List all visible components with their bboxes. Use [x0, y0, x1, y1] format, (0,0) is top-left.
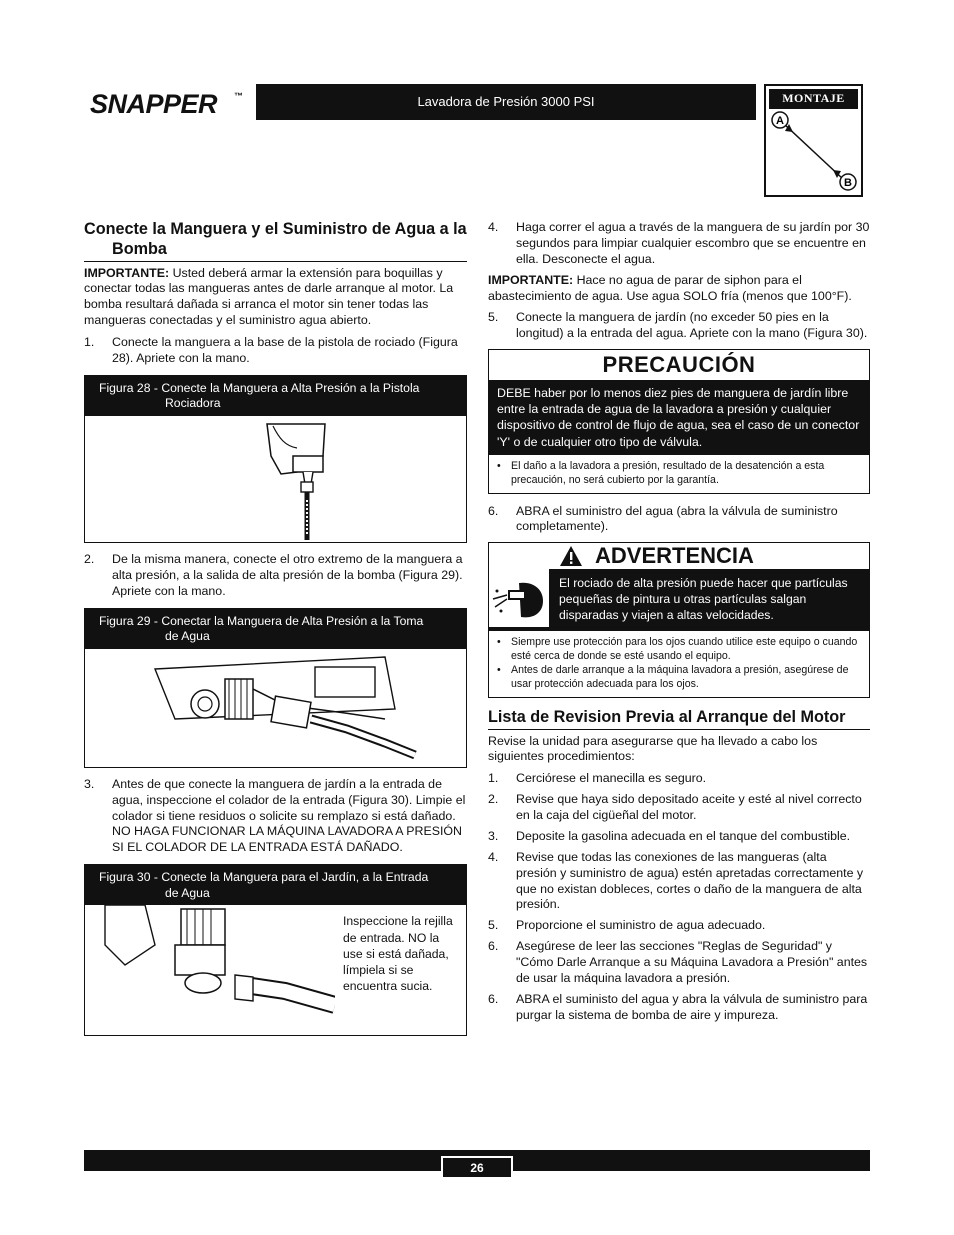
eye-protection-icon: [489, 569, 551, 627]
caption-line-2: Rociadora: [165, 396, 221, 411]
step-text: Revise que todas las conexiones de las mangueras (alta presión y suministro de agua) estén apretadas correctamente y que no existan dobleces, cortes o daño de la manguera de alta presión.: [516, 849, 864, 912]
checklist: [488, 771, 870, 1023]
bullet-icon: •: [497, 663, 501, 676]
caution-body: DEBE haber por lo menos diez pies de manguera de jardín libre entre la entrada de agua de la lavadora a presión y cualquier dispositivo de control de flujo de agua, sea el caso de un conector 'Y' o de cualquier otro tipo de válvula.: [489, 380, 869, 455]
list-item: [488, 850, 870, 914]
list-item: [488, 992, 870, 1024]
header-title-bar: [256, 84, 756, 120]
list-item: [488, 829, 870, 845]
step-text: Haga correr el agua a través de la manguera de su jardín por 30 segundos para limpiar cualquier escombro que se encuentre en ella. Desconecte el agua.: [516, 220, 870, 266]
figure-30: [84, 864, 467, 1036]
caption-line-1: Figura 29 - Conectar la Manguera de Alta Presión a la Toma: [99, 613, 424, 628]
step-text: Conecte la manguera de jardín (no exceder 50 pies en la longitud) a la entrada del agua. Apriete con la mano (Figura 30).: [516, 310, 868, 341]
page-number: 26: [441, 1156, 513, 1177]
label-b: B: [844, 177, 852, 189]
caution-box: [488, 349, 870, 493]
caution-title: PRECAUCIÓN: [602, 352, 756, 378]
step-text: ABRA el suministro del agua (abra la válvula de suministro completamente).: [516, 503, 838, 534]
important-text: Usted deberá armar la extensión para boquillas y conectar todas las mangueras antes de darle arranque al motor. La bomba resultará dañada si arranca el motor sin tener todas las mangueras conectadas y el suministro agua abierto.: [84, 265, 454, 328]
important-note-left: [84, 266, 467, 330]
warning-bullets: [489, 631, 869, 697]
figure-caption: [85, 865, 466, 905]
list-item: [488, 792, 870, 824]
figure-29: [84, 608, 467, 768]
step-6: [488, 504, 870, 536]
section-title-hose: Conecte la Manguera y el Suministro de Agua a la Bomba: [84, 220, 467, 262]
right-column: [488, 220, 870, 1029]
step-text: Conecte la manguera a la base de la pistola de rociado (Figura 28). Apriete con la mano.: [112, 335, 458, 365]
step-number: 2.: [488, 792, 499, 807]
checklist-intro: Revise la unidad para asegurarse que ha llevado a cabo los siguientes procedimientos:: [488, 733, 818, 764]
caption-line-2: de Agua: [165, 629, 210, 644]
brand-text: SNAPPER: [90, 89, 218, 118]
important-label: IMPORTANTE:: [84, 265, 170, 280]
a-to-b-icon: [769, 111, 860, 193]
step-5: [488, 310, 870, 342]
garden-hose-inlet-illustration: [85, 905, 466, 1035]
warning-body: El rociado de alta presión puede hacer que partículas pequeñas de pintura u otras partículas salgan disparadas y viajen a altas velocidades.: [559, 576, 848, 623]
warning-header: [489, 543, 869, 569]
inlet-screen-note: Inspeccione la rejilla de entrada. NO la use si está dañada, límpiela si se encuentra sucia.: [343, 914, 453, 993]
step-text: De la misma manera, conecte el otro extremo de la manguera a alta presión, a la salida de alta presión de la bomba (Figura 29). Apriete con la mano.: [112, 552, 463, 598]
warning-title: ADVERTENCIA: [595, 543, 754, 569]
list-item: [497, 664, 863, 692]
figure-caption: [85, 609, 466, 649]
step-number: 3.: [84, 776, 95, 791]
step-text: Deposite la gasolina adecuada en el tanque del combustible.: [516, 828, 851, 843]
step-1: [84, 335, 467, 367]
step-number: 5.: [488, 310, 499, 325]
step-number: 2.: [84, 552, 95, 566]
bullet-icon: •: [497, 459, 501, 472]
caption-line-2: de Agua: [165, 885, 210, 900]
step-text: ABRA el suministo del agua y abra la válvula de suministro para purgar la sistema de bomba de aire y impureza.: [516, 991, 868, 1022]
list-item: [488, 918, 870, 934]
step-text: Antes de que conecte la manguera de jardín a la entrada de agua, inspeccione el colador de la entrada (Figura 30). Limpie el colador si tiene residuos o solicite su remplazo si está dañado. NO HAGA FUNCIONAR LA MÁQUINA LAVADORA A PRESIÓN SI EL COLADOR DE LA ENTRADA ESTÁ DAÑADO.: [112, 776, 466, 855]
left-column: [84, 220, 467, 1045]
step-number: 1.: [488, 771, 499, 786]
step-number: 6.: [488, 939, 499, 954]
step-number: 4.: [488, 220, 499, 234]
step-text: Cerciórese el manecilla es seguro.: [516, 771, 707, 786]
warning-box: [488, 542, 870, 697]
spray-gun-illustration: [85, 416, 466, 542]
snapper-logo: [88, 88, 250, 118]
warning-triangle-icon: [559, 545, 583, 567]
montaje-title: MONTAJE: [769, 89, 858, 109]
pump-outlet-illustration: [85, 649, 466, 767]
step-number: 3.: [488, 828, 499, 843]
step-text: Asegúrese de leer las secciones "Reglas de Seguridad" y "Cómo Darle Arranque a su Máquina Lavadora a Presión" antes de usar la máquina lavadora a presión.: [516, 939, 868, 985]
step-number: 6.: [488, 991, 499, 1006]
figure-caption: [85, 376, 466, 416]
caption-line-1: Figura 28 - Conecte la Manguera a Alta Presión a la Pistola: [99, 380, 420, 395]
list-item: [497, 636, 863, 664]
step-text: Proporcione el suministro de agua adecuado.: [516, 918, 766, 933]
step-number: 4.: [488, 849, 499, 864]
caution-bullets: [489, 455, 869, 493]
bullet-text: El daño a la lavadora a presión, resultado de la desatención a esta precaución, no será cubierto por la garantía.: [511, 459, 825, 486]
montaje-badge: [764, 84, 863, 197]
bullet-icon: •: [497, 635, 501, 648]
section-title-checklist: Lista de Revision Previa al Arranque del Motor: [488, 708, 870, 730]
important-note-right: [488, 273, 870, 305]
figure-28: [84, 375, 467, 543]
list-item: [488, 939, 870, 987]
list-item: [488, 771, 870, 787]
important-label: IMPORTANTE:: [488, 272, 574, 287]
warning-body-row: [489, 569, 869, 631]
trademark: ™: [234, 91, 243, 101]
doc-title: Lavadora de Presión 3000 PSI: [417, 93, 595, 109]
important-text: Hace no agua de parar de siphon para el abastecimiento de agua. Use agua SOLO fría (menos que 100°F).: [488, 272, 852, 303]
step-2: [84, 552, 467, 600]
step-4: [488, 220, 870, 268]
step-text: Revise que haya sido depositado aceite y esté al nivel correcto en la caja del cigüeñal del motor.: [516, 792, 862, 823]
caption-line-1: Figura 30 - Conecte la Manguera para el Jardín, a la Entrada: [99, 870, 429, 885]
step-3: [84, 777, 467, 856]
list-item: [497, 460, 863, 488]
step-number: 6.: [488, 503, 499, 518]
bullet-text: Siempre use protección para los ojos cuando utilice este equipo o cuando esté cerca de donde se esté usando el equipo.: [511, 635, 858, 662]
bullet-text: Antes de darle arranque a la máquina lavadora a presión, asegúrese de usar protección adecuada para los ojos.: [511, 663, 849, 690]
step-number: 1.: [84, 335, 95, 350]
label-a: A: [776, 115, 784, 127]
step-number: 5.: [488, 918, 499, 933]
